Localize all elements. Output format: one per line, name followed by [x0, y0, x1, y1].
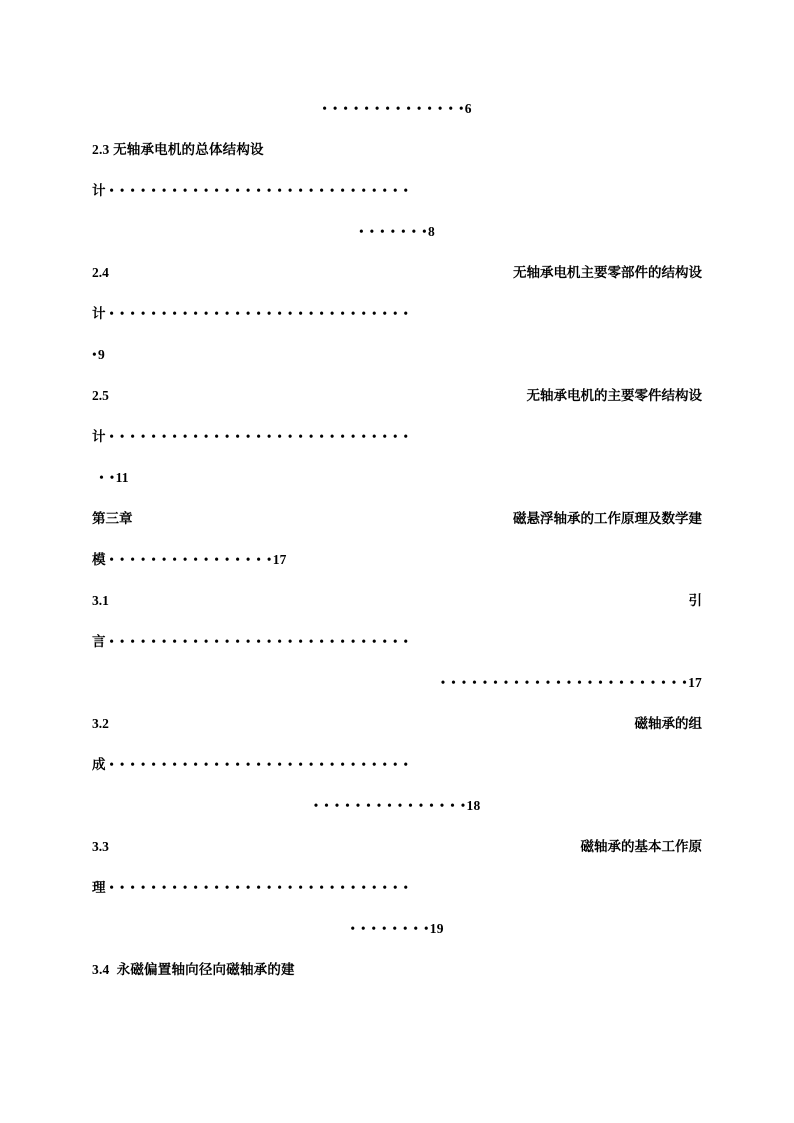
toc-entry-wrap-char: 言	[92, 634, 106, 649]
toc-entry-dots-line1	[92, 293, 702, 334]
leader-dots: • • • • • • • • • • • • • • • •	[109, 552, 273, 567]
toc-entry-title: 磁悬浮轴承的工作原理及数学建	[513, 511, 702, 526]
leader-dots: •	[92, 347, 98, 362]
toc-entry-number: 2.4	[92, 265, 109, 280]
page-number: 11	[115, 470, 129, 485]
toc-entry-heading	[92, 703, 702, 744]
toc-entry-number: 2.3	[92, 142, 110, 157]
toc-entry-dots-line2	[92, 785, 702, 826]
toc-entry-fragment	[92, 88, 702, 129]
leader-dots: • • • • • • • • • • • • • •	[322, 101, 465, 116]
toc-entry-3-2[interactable]	[92, 703, 702, 826]
toc-entry-number: 3.3	[92, 839, 109, 854]
toc-entry-title: 磁轴承的组	[634, 716, 702, 731]
toc-entry-wrap-char: 模	[92, 552, 106, 567]
toc-entry-dots-line2	[92, 457, 702, 498]
leader-dots: • • • • • • • •	[350, 921, 430, 936]
leader-dots: • • • • • • • • • • • • • • • • • • • • • • • • • • • • •	[109, 634, 410, 649]
toc-entry-title: 无轴承电机的主要零件结构设	[526, 388, 702, 403]
toc-entry-dots-line1	[92, 416, 702, 457]
toc-entry-wrap-char: 理	[92, 880, 106, 895]
toc-entry-2-5[interactable]	[92, 375, 702, 498]
toc-entry-title: 引	[688, 593, 702, 608]
toc-entry-number: 第三章	[92, 511, 133, 526]
toc-entry-3-1[interactable]	[92, 580, 702, 703]
table-of-contents	[92, 88, 702, 990]
toc-entry-wrap-char: 成	[92, 757, 106, 772]
toc-entry-chapter-3[interactable]	[92, 498, 702, 580]
toc-entry-title: 无轴承电机主要零部件的结构设	[513, 265, 702, 280]
toc-entry-heading	[92, 949, 702, 990]
toc-entry-heading	[92, 375, 702, 416]
page-number: 9	[97, 347, 105, 362]
leader-dots: • • • • • • • • • • • • • • •	[313, 798, 467, 813]
toc-entry-title: 无轴承电机的总体结构设	[113, 142, 264, 157]
page-number: 17	[688, 675, 702, 690]
toc-entry-number: 2.5	[92, 388, 109, 403]
toc-entry-number: 3.4	[92, 962, 110, 977]
page-number: 18	[466, 798, 481, 813]
toc-entry-dots-line2	[92, 334, 702, 375]
toc-entry-wrap-char: 计	[92, 183, 106, 198]
toc-entry-dots-line1	[92, 744, 702, 785]
toc-entry-title: 永磁偏置轴向径向磁轴承的建	[116, 962, 295, 977]
toc-entry-dots-line1	[92, 539, 702, 580]
toc-entry-dots-line2	[92, 211, 702, 252]
toc-entry-dots-line2	[92, 908, 702, 949]
leader-dots: • • • • • • • • • • • • • • • • • • • • • • • • • • • • •	[109, 183, 410, 198]
leader-dots: • • • • • • • • • • • • • • • • • • • • • • • • • • • • •	[109, 880, 410, 895]
page-number: 17	[272, 552, 287, 567]
leader-dots: • •	[99, 470, 116, 485]
toc-entry-dots-line1	[92, 867, 702, 908]
toc-entry-wrap-char: 计	[92, 429, 106, 444]
leader-dots: • • • • • • • • • • • • • • • • • • • • • • • • • • • • •	[109, 306, 410, 321]
toc-entry-2-4[interactable]	[92, 252, 702, 375]
toc-entry-number: 3.2	[92, 716, 109, 731]
toc-entry-title: 磁轴承的基本工作原	[580, 839, 702, 854]
toc-entry-heading	[92, 252, 702, 293]
page-number: 19	[429, 921, 444, 936]
toc-entry-heading	[92, 498, 702, 539]
toc-entry-wrap-char: 计	[92, 306, 106, 321]
toc-entry-heading	[92, 826, 702, 867]
toc-entry-dots-line2	[92, 662, 702, 703]
toc-entry-number: 3.1	[92, 593, 109, 608]
page-number: 6	[464, 101, 472, 116]
toc-entry-2-3[interactable]	[92, 129, 702, 252]
leader-dots: • • • • • • •	[359, 224, 428, 239]
toc-entry-heading	[92, 129, 702, 170]
leader-dots: • • • • • • • • • • • • • • • • • • • • • • • • • • • • •	[109, 429, 410, 444]
toc-entry-dots-line1	[92, 621, 702, 662]
toc-entry-heading	[92, 580, 702, 621]
toc-entry-3-4[interactable]	[92, 949, 702, 990]
toc-entry-dots-line1	[92, 170, 702, 211]
leader-dots: • • • • • • • • • • • • • • • • • • • • • • • •	[440, 675, 689, 690]
toc-fragment-line	[92, 88, 702, 129]
leader-dots: • • • • • • • • • • • • • • • • • • • • • • • • • • • • •	[109, 757, 410, 772]
page-number: 8	[427, 224, 435, 239]
toc-entry-3-3[interactable]	[92, 826, 702, 949]
